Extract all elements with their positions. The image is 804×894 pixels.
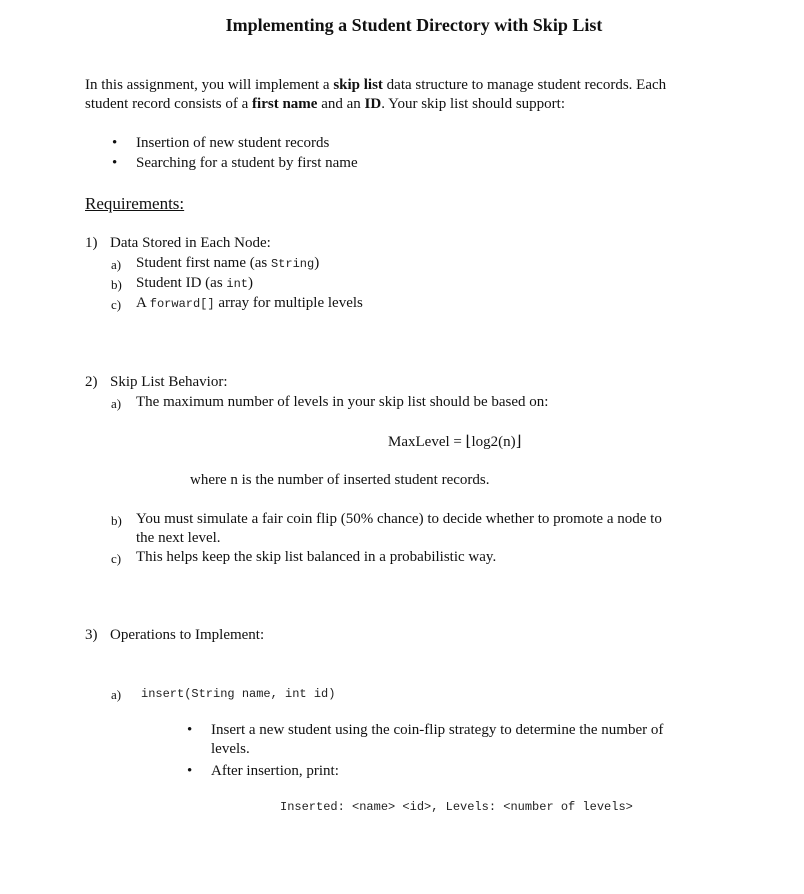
- item-text: ): [248, 275, 254, 291]
- bullet-icon: •: [187, 763, 193, 779]
- section-2-title: Skip List Behavior:: [110, 374, 228, 390]
- item-letter: b): [111, 513, 122, 528]
- code-int: int: [226, 277, 249, 291]
- item-text: array for multiple levels: [214, 295, 363, 311]
- support-bullet-1: Insertion of new student records: [136, 135, 330, 151]
- formula-explanation: where n is the number of inserted student records.: [190, 472, 490, 488]
- item-text: ): [314, 255, 320, 271]
- section-2-item-c: This helps keep the skip list balanced in a probabilistic way.: [136, 549, 497, 565]
- max-level-formula: MaxLevel = ⌊log2(n)⌋: [388, 434, 522, 450]
- bullet-icon: •: [187, 722, 193, 738]
- bullet-icon: •: [112, 155, 118, 171]
- code-forward-array: forward[]: [149, 297, 215, 311]
- section-2-item-b-line-1: You must simulate a fair coin flip (50% chance) to decide whether to promote a node to: [136, 511, 662, 527]
- section-1-title: Data Stored in Each Node:: [110, 235, 271, 251]
- section-1-item-a: [136, 254, 319, 274]
- item-letter: a): [111, 396, 122, 411]
- intro-bold-id: ID: [364, 96, 382, 112]
- section-3-title: Operations to Implement:: [110, 627, 265, 643]
- item-text: A: [136, 295, 150, 311]
- section-3-bullet-1-line-1: Insert a new student using the coin-flip strategy to determine the number of: [211, 722, 664, 738]
- section-2-item-a: The maximum number of levels in your skip list should be based on:: [136, 394, 549, 410]
- intro-bold-first-name: first name: [252, 96, 318, 112]
- section-1-item-c: [136, 294, 363, 314]
- insert-signature-code: insert(String name, int id): [141, 687, 336, 701]
- section-2-number: 2): [85, 374, 98, 390]
- intro-text: In this assignment, you will implement a: [85, 77, 334, 93]
- intro-text: and an: [317, 96, 365, 112]
- page-title: Implementing a Student Directory with Skip List: [225, 15, 603, 35]
- code-string: String: [270, 257, 315, 271]
- section-2-item-b-line-2: the next level.: [136, 530, 221, 546]
- bullet-icon: •: [112, 135, 118, 151]
- section-3-bullet-1-line-2: levels.: [211, 741, 250, 757]
- intro-line-1: [85, 76, 666, 95]
- intro-bold-skip-list: skip list: [333, 77, 383, 93]
- insert-output-format: Inserted: <name> <id>, Levels: <number of levels>: [280, 800, 633, 814]
- item-letter: c): [111, 297, 122, 312]
- item-letter: a): [111, 687, 122, 702]
- section-3-number: 3): [85, 627, 98, 643]
- item-text: Student ID (as: [136, 275, 227, 291]
- section-1-number: 1): [85, 235, 98, 251]
- intro-text: student record consists of a: [85, 96, 253, 112]
- intro-line-2: [85, 95, 565, 114]
- item-letter: b): [111, 277, 122, 292]
- requirements-heading: Requirements:: [85, 194, 185, 213]
- section-1-item-b: [136, 274, 253, 294]
- section-3-bullet-2: After insertion, print:: [211, 763, 339, 779]
- item-letter: a): [111, 257, 122, 272]
- intro-text: . Your skip list should support:: [381, 96, 565, 112]
- item-text: Student first name (as: [136, 255, 271, 271]
- intro-text: data structure to manage student records. Each: [382, 77, 667, 93]
- support-bullet-2: Searching for a student by first name: [136, 155, 358, 171]
- item-letter: c): [111, 551, 122, 566]
